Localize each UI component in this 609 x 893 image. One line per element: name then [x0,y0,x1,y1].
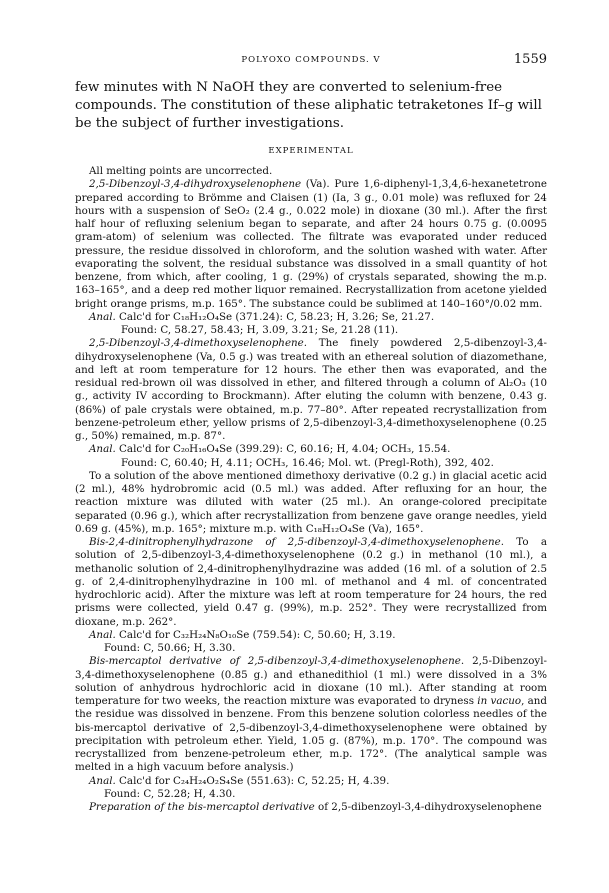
running-title: POLYOXO COMPOUNDS. V [241,55,381,65]
anal-text: Calc'd for C₂₀H₁₆O₄Se (399.29): C, 60.16; H, 4.04; OCH₃, 15.54. [115,443,451,456]
paragraph-text: . 2,5-Dibenzoyl-3,4-dimethoxyselenophene (0.85 g.) and ethanedithiol (1 ml.) were dissolved in a 3% solution of anhydrous hydrochloric acid in dioxane (10 ml.). After standing at room temperature for two weeks, the reaction mixture was evaporated to dryness [75,655,548,707]
compound-title: 2,5-Dibenzoyl-3,4-dimethoxyselenophene [89,337,304,350]
compound-title: Bis-2,4-dinitrophenylhydrazone of 2,5-dibenzoyl-3,4-dimethoxyselenophene [89,536,501,548]
page-header [75,52,547,68]
analysis-found: Found: C, 52.28; H, 4.30. [104,787,236,800]
intro-text: few minutes with N NaOH they are converted to selenium-free compounds. The constitution of these aliphatic tetraketones If–g will be the subject of further investigations. [75,80,542,131]
paragraph-preparation [75,801,547,814]
paragraph-melting-points: All melting points are uncorrected. [89,165,273,177]
compound-title: Bis-mercaptol derivative of 2,5-dibenzoyl-3,4-dimethoxyselenophene [89,655,461,668]
compound-title: Preparation of the bis-mercaptol derivative [89,801,315,813]
in-vacuo: in vacuo [477,695,522,707]
paragraph-text: . The finely powdered 2,5-dibenzoyl-3,4-dihydroxyselenophene (Va, 0.5 g.) was treated with an ethereal solution of diazomethane, and left at room temperature for 12 hours. The ether then was evaporated, and the residual red-brown oil was dissolved in ether, and filtered through a column of Al₂O₃ (10 g., activity IV according to Brockmann). After eluting the column with benzene, 0.43 g. (86%) of pale crystals were obtained, m.p. 77–80°. After repeated recrystallization from benzene-petroleum ether, yellow prisms of 2,5-dibenzoyl-3,4-dimethoxyselenophene (0.25 g., 50%) remained, m.p. 87°. [75,337,547,442]
analysis-found: Found: C, 50.66; H, 3.30. [104,642,236,654]
analysis-calc [75,443,547,456]
compound-title: 2,5-Dibenzoyl-3,4-dihydroxyselenophene [89,178,302,191]
analysis-calc [75,311,547,324]
analysis-calc [75,629,547,642]
anal-label: Anal. [89,628,116,641]
paragraph-hydrobromic: To a solution of the above mentioned dimethoxy derivative (0.2 g.) in glacial acetic acid (2 ml.), 48% hydrobromic acid (0.5 ml.) was added. After refluxing for an hour, the reaction mixture was diluted with water (25 ml.). An orange-colored precipitate separated (0.96 g.), which after recrystallization from benzene gave orange needles, yield 0.69 g. (45%), m.p. 165°; mixture m.p. with C₁₈H₁₂O₄Se (Va), 165°. [75,469,547,535]
analysis-calc [75,775,547,788]
paragraph-text: , and the residue was dissolved in benzene. From this benzene solution colorless needles of the bis-mercaptol derivative of 2,5-dibenzoyl-3,4-dimethoxyselenophene were obtained by precipitation with petroleum ether. Yield, 1.05 g. (87%), m.p. 170°. The compound was recrystallized from benzene-petroleum ether, m.p. 172°. (The analytical sample was melted in a high vacuum before analysis.) [75,695,547,774]
anal-text: Calc'd for C₁₈H₁₂O₄Se (371.24): C, 58.23; H, 3.26; Se, 21.27. [115,310,435,323]
anal-label: Anal. [89,310,116,323]
paragraph-text: of 2,5-dibenzoyl-3,4-dihydroxyselenophene [314,801,542,813]
analysis-found: Found: C, 60.40; H, 4.11; OCH₃, 16.46; Mol. wt. (Pregl-Roth), 392, 402. [121,456,494,469]
paragraph-text: (Va). Pure 1,6-diphenyl-1,3,4,6-hexanetetrone prepared according to Brömme and Claisen (1) (Ia, 3 g., 0.01 mole) was refluxed for 24 hours with a suspension of SeO₂ (2.4 g., 0.022 mole) in dioxane (30 ml.). After the first half hour of refluxing selenium began to separate, and after 24 hours 0.75 g. (0.0095 gram-atom) of selenium was collected. The filtrate was evaporated under reduced pressure, the residue dissolved in chloroform, and the solution washed with water. After evaporating the solvent, the residual substance was dissolved in a small quantity of hot benzene, from which, after cooling, 1 g. (29%) of crystals separated, showing the m.p. 163–165°, and a deep red mother liquor remained. Recrystallization from acetone yielded bright orange prisms, m.p. 165°. The substance could be sublimed at 140–160°/0.02 mm. [75,178,547,310]
anal-label: Anal. [89,443,116,456]
analysis-found: Found: C, 58.27, 58.43; H, 3.09, 3.21; Se, 21.28 (11). [121,324,399,336]
anal-text: Calc'd for C₂₄H₂₄O₂S₄Se (551.63): C, 52.25; H, 4.39. [115,774,390,787]
paragraph-hydrazone [75,536,547,629]
paragraph-va [75,178,547,311]
paragraph-text: . To a solution of 2,5-dibenzoyl-3,4-dimethoxyselenophene (0.2 g.) in methanol (10 ml.), a methanolic solution of 2,4-dinitrophenylhydrazine was added (16 ml. of a solution of 2.5 g. of 2,4-dinitrophenylhydrazine in 100 ml. of methanol and 4 ml. of concentrated hydrochloric acid). After the mixture was left at room temperature for 24 hours, the red prisms were collected, yield 0.47 g. (99%), m.p. 252°. They were recrystallized from dioxane, m.p. 262°. [75,536,547,628]
section-heading: EXPERIMENTAL [268,146,354,156]
paragraph-dimethoxy [75,337,547,443]
intro-paragraph [75,79,547,133]
anal-text: Calc'd for C₃₂H₂₄N₈O₁₀Se (759.54): C, 50.60; H, 3.19. [115,628,396,641]
experimental-body [75,165,547,814]
page-number: 1559 [513,52,547,67]
anal-label: Anal. [89,774,116,787]
paragraph-bis-mercaptol [75,655,547,774]
